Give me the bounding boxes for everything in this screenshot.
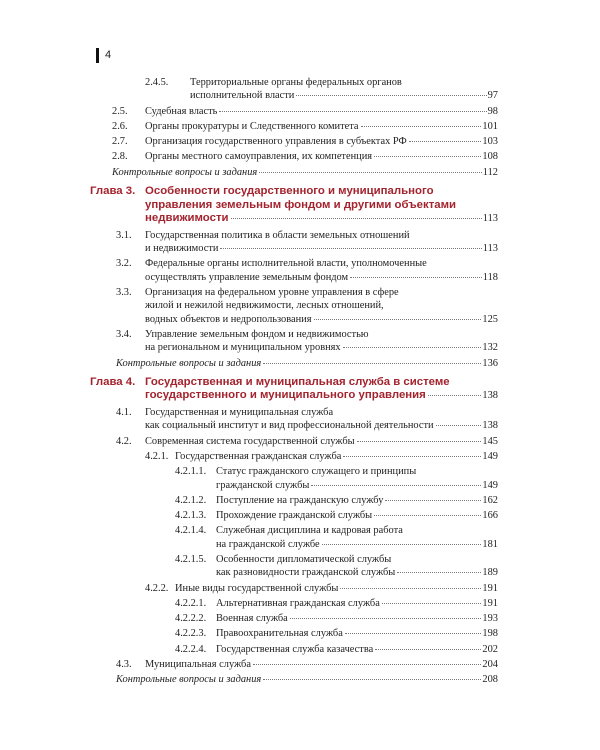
section-number: 4.2.2.4. xyxy=(175,643,207,655)
page-ref: 136 xyxy=(482,357,498,369)
dot-leader xyxy=(409,141,482,142)
section-number: 2.7. xyxy=(112,136,128,148)
dot-leader xyxy=(361,126,482,127)
dot-leader xyxy=(345,633,482,634)
page-ref: 112 xyxy=(482,166,498,178)
chapter-number: Глава 3. xyxy=(90,185,136,198)
page-ref: 125 xyxy=(482,313,498,325)
page-ref: 149 xyxy=(482,450,498,462)
dot-leader xyxy=(296,95,486,96)
entry-title-line: Военная служба xyxy=(216,613,288,625)
entry-title-line: Федеральные органы исполнительной власти, уполномоченные xyxy=(145,258,427,270)
page-ref: 181 xyxy=(482,538,498,550)
section-number: 4.2.1. xyxy=(145,450,169,462)
entry-title-line: Правоохранительная служба xyxy=(216,628,343,640)
entry-title-line: Поступление на гражданскую службу xyxy=(216,494,384,506)
dot-leader xyxy=(436,425,482,426)
section-number: 2.6. xyxy=(112,120,128,132)
entry-title-line: Органы местного самоуправления, их компетенция xyxy=(145,151,373,163)
page-ref: 138 xyxy=(482,420,498,432)
page-ref: 162 xyxy=(482,494,498,506)
page-number-text: 4 xyxy=(105,49,112,61)
entry-title-line: гражданской службы xyxy=(216,479,310,491)
toc-entry xyxy=(90,465,498,492)
entry-title-line: исполнительной власти xyxy=(190,90,295,102)
dot-leader xyxy=(428,395,482,396)
dot-leader xyxy=(311,485,481,486)
section-number: 4.2.2.2. xyxy=(175,613,207,625)
page-ref: 208 xyxy=(482,674,498,686)
table-of-contents xyxy=(90,76,498,689)
dot-leader xyxy=(385,500,481,501)
toc-chapter xyxy=(90,185,498,226)
entry-title-line: Организация на федеральном уровне управления в сфере xyxy=(145,287,399,299)
dot-leader xyxy=(322,544,482,545)
section-number: 3.3. xyxy=(116,287,132,299)
section-number: 4.2.2. xyxy=(145,582,169,594)
entry-title-line: Муниципальная служба xyxy=(145,659,251,671)
section-number: 4.2.1.2. xyxy=(175,494,207,506)
entry-title-line: Государственная гражданская служба xyxy=(175,450,342,462)
entry-title-line: Государственная политика в области земельных отношений xyxy=(145,229,410,241)
entry-title-line: Прохождение гражданской службы xyxy=(216,510,373,522)
dot-leader xyxy=(357,441,482,442)
dot-leader xyxy=(290,618,482,619)
entry-title-line: Контрольные вопросы и задания xyxy=(116,674,262,686)
dot-leader xyxy=(220,248,481,249)
dot-leader xyxy=(374,156,481,157)
page-number xyxy=(96,47,111,63)
dot-leader xyxy=(343,347,482,348)
dot-leader xyxy=(340,588,481,589)
chapter-title-line: Особенности государственного и муниципального xyxy=(145,185,434,198)
toc-entry xyxy=(90,658,498,671)
section-number: 2.5. xyxy=(112,105,128,117)
toc-entry xyxy=(90,120,498,133)
chapter-title-line: недвижимости xyxy=(145,212,229,225)
dot-leader xyxy=(343,456,481,457)
entry-title-line: Управление земельным фондом и недвижимостью xyxy=(145,328,369,340)
toc-entry xyxy=(90,135,498,148)
dot-leader xyxy=(263,679,481,680)
dot-leader xyxy=(375,649,481,650)
page-ref: 198 xyxy=(482,628,498,640)
toc-entry xyxy=(90,524,498,551)
page-ref: 108 xyxy=(482,151,498,163)
page-ref: 193 xyxy=(482,613,498,625)
page-ref: 103 xyxy=(482,136,498,148)
toc-entry xyxy=(90,597,498,610)
dot-leader xyxy=(350,277,482,278)
entry-title-line: как социальный институт и вид профессиональной деятельности xyxy=(145,420,434,432)
toc-entry xyxy=(90,553,498,580)
section-number: 2.8. xyxy=(112,151,128,163)
page-ref: 166 xyxy=(482,510,498,522)
toc-entry xyxy=(90,76,498,103)
toc-entry xyxy=(90,435,498,448)
dot-leader xyxy=(382,603,482,604)
entry-title-line: Организация государственного управления в субъектах РФ xyxy=(145,136,407,148)
toc-entry xyxy=(90,229,498,256)
chapter-number: Глава 4. xyxy=(90,375,136,388)
page-marker-bar xyxy=(96,48,99,63)
page-ref: 202 xyxy=(482,643,498,655)
dot-leader xyxy=(314,319,482,320)
section-number: 4.2. xyxy=(116,435,132,447)
dot-leader xyxy=(397,572,481,573)
section-number: 4.2.1.4. xyxy=(175,525,207,537)
page-ref: 149 xyxy=(482,479,498,491)
page-ref: 101 xyxy=(482,120,498,132)
section-number: 4.2.1.1. xyxy=(175,466,207,478)
toc-entry xyxy=(90,150,498,163)
toc-chapter xyxy=(90,376,498,403)
toc-entry xyxy=(90,286,498,326)
section-number: 4.2.2.3. xyxy=(175,628,207,640)
page-ref: 97 xyxy=(487,90,498,102)
page-ref: 132 xyxy=(482,342,498,354)
entry-title-line: Статус гражданского служащего и принципы xyxy=(216,466,417,478)
dot-leader xyxy=(259,172,482,173)
entry-title-line: Территориальные органы федеральных органов xyxy=(190,77,402,88)
entry-title-line: жилой и нежилой недвижимости, лесных отношений, xyxy=(145,300,384,312)
toc-entry xyxy=(90,673,498,686)
section-number: 3.4. xyxy=(116,328,132,340)
toc-entry xyxy=(90,509,498,522)
toc-entry xyxy=(90,627,498,640)
page-ref: 189 xyxy=(482,567,498,579)
toc-entry xyxy=(90,643,498,656)
entry-title-line: и недвижимости xyxy=(145,243,219,255)
entry-title-line: Контрольные вопросы и задания xyxy=(116,357,262,369)
page-ref: 138 xyxy=(482,390,498,402)
entry-title-line: Служебная дисциплина и кадровая работа xyxy=(216,525,403,537)
entry-title-line: водных объектов и недропользования xyxy=(145,313,312,325)
entry-title-line: Альтернативная гражданская служба xyxy=(216,597,380,609)
entry-title-line: Государственная служба казачества xyxy=(216,643,374,655)
toc-entry xyxy=(90,494,498,507)
page-ref: 113 xyxy=(482,213,498,225)
toc-entry xyxy=(90,357,498,370)
dot-leader xyxy=(374,515,481,516)
section-number: 3.1. xyxy=(116,229,132,241)
toc-entry xyxy=(90,450,498,463)
dot-leader xyxy=(219,111,486,112)
entry-title-line: как разновидности гражданской службы xyxy=(216,567,396,579)
toc-entry xyxy=(90,582,498,595)
toc-entry xyxy=(90,257,498,284)
toc-entry xyxy=(90,406,498,433)
page-ref: 98 xyxy=(487,105,498,117)
page-ref: 145 xyxy=(482,435,498,447)
section-number: 4.1. xyxy=(116,407,132,419)
page-ref: 113 xyxy=(482,243,498,255)
entry-title-line: осуществлять управление земельным фондом xyxy=(145,271,349,283)
page-ref: 191 xyxy=(482,597,498,609)
dot-leader xyxy=(253,664,481,665)
entry-title-line: на региональном и муниципальном уровнях xyxy=(145,342,341,354)
toc-entry xyxy=(90,612,498,625)
section-number: 4.3. xyxy=(116,659,132,671)
entry-title-line: на гражданской службе xyxy=(216,538,320,550)
entry-title-line: Органы прокуратуры и Следственного комитета xyxy=(145,120,359,132)
toc-entry xyxy=(90,166,498,179)
page-ref: 204 xyxy=(482,659,498,671)
section-number: 4.2.2.1. xyxy=(175,597,207,609)
page-ref: 191 xyxy=(482,582,498,594)
dot-leader xyxy=(263,363,481,364)
section-number: 2.4.5. xyxy=(145,77,169,88)
toc-entry xyxy=(90,105,498,118)
entry-title-line: Государственная и муниципальная служба xyxy=(145,407,334,419)
entry-title-line: Контрольные вопросы и задания xyxy=(112,166,258,178)
section-number: 3.2. xyxy=(116,258,132,270)
entry-title-line: Судебная власть xyxy=(145,105,218,117)
entry-title-line: Иные виды государственной службы xyxy=(175,582,339,594)
chapter-title-line: государственного и муниципального управления xyxy=(145,389,426,402)
section-number: 4.2.1.3. xyxy=(175,510,207,522)
toc-entry xyxy=(90,328,498,355)
section-number: 4.2.1.5. xyxy=(175,553,207,565)
page-ref: 118 xyxy=(482,271,498,283)
dot-leader xyxy=(231,218,482,219)
chapter-title-line: Государственная и муниципальная служба в системе xyxy=(145,375,450,388)
entry-title-line: Особенности дипломатической службы xyxy=(216,553,392,565)
chapter-title-line: управления земельным фондом и другими объектами xyxy=(145,198,457,211)
entry-title-line: Современная система государственной службы xyxy=(145,435,355,447)
